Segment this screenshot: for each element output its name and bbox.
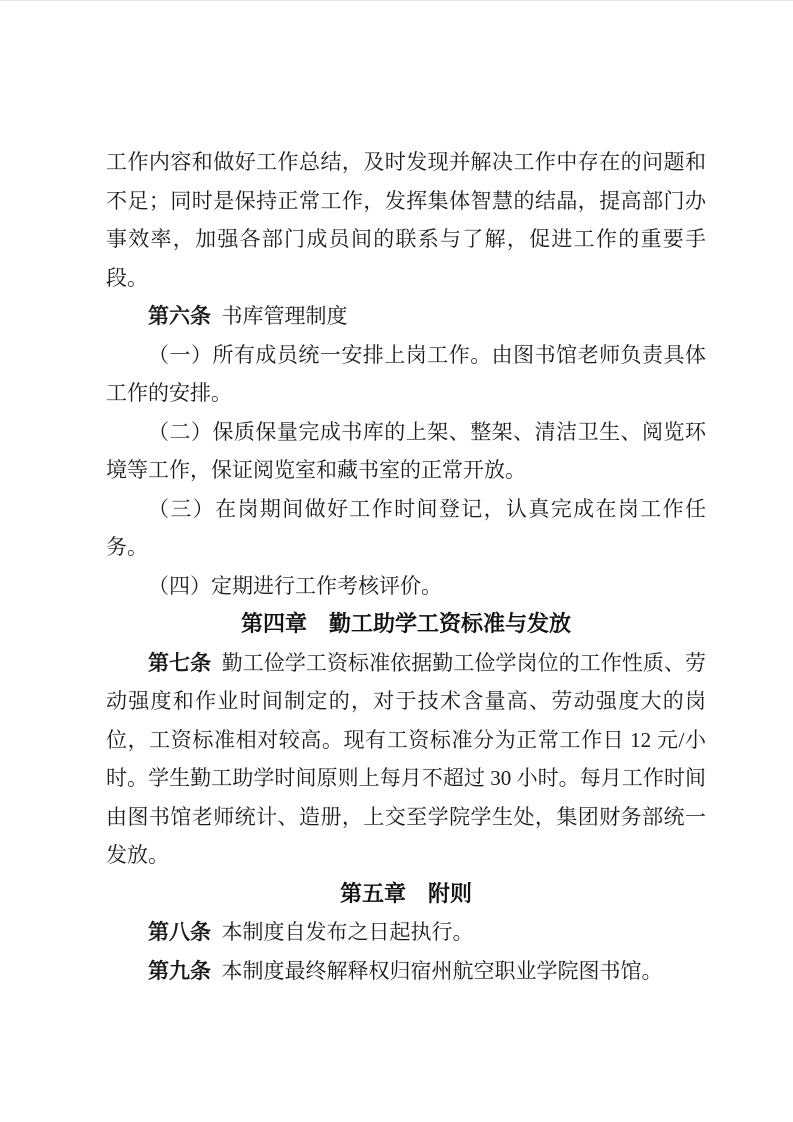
article-6-number: 第六条 bbox=[148, 304, 211, 328]
article-7-number: 第七条 bbox=[148, 650, 212, 675]
article-8-text: 本制度自发布之日起执行。 bbox=[221, 920, 474, 944]
article-8-number: 第八条 bbox=[148, 920, 211, 944]
list-item-4: （四）定期进行工作考核评价。 bbox=[148, 573, 442, 598]
chapter-4-heading: 第四章 勤工助学工资标准与发放 bbox=[240, 611, 571, 636]
article-7-paragraph bbox=[106, 644, 706, 875]
list-item-1: （一）所有成员统一安排上岗工作。由图书馆老师负责具体工作的安排。 bbox=[106, 342, 706, 405]
body-paragraph-continuation: 工作内容和做好工作总结，及时发现并解决工作中存在的问题和不足；同时是保持正常工作，发挥集体智慧的结晶，提高部门办事效率，加强各部门成员间的联系与了解，促进工作的重要手段。 bbox=[106, 150, 706, 290]
article-9-paragraph bbox=[106, 952, 706, 991]
article-9-number: 第九条 bbox=[148, 958, 211, 983]
article-7-text: 勤工俭学工资标准依据勤工俭学岗位的工作性质、劳动强度和作业时间制定的，对于技术含量高、劳动强度大的岗位，工资标准相对较高。现有工资标准分为正常工作日 12 元/小时。学生勤工助学时间原则上每月不超过 30 小时。每月工作时间由图书馆老师统计、造册，上交至学院学生处，集团财务部统一发放。 bbox=[106, 650, 707, 867]
article-6-paragraph bbox=[106, 297, 706, 336]
document-content bbox=[106, 143, 706, 990]
list-item-3: （三）在岗期间做好工作时间登记，认真完成在岗工作任务。 bbox=[106, 496, 706, 559]
article-9-text: 本制度最终解释权归宿州航空职业学院图书馆。 bbox=[221, 958, 663, 983]
chapter-5-heading: 第五章 附则 bbox=[339, 880, 472, 906]
list-item-2: （二）保质保量完成书库的上架、整架、清洁卫生、阅览环境等工作，保证阅览室和藏书室的正常开放。 bbox=[106, 419, 706, 482]
article-8-paragraph bbox=[106, 913, 706, 952]
article-6-text: 书库管理制度 bbox=[221, 304, 348, 328]
